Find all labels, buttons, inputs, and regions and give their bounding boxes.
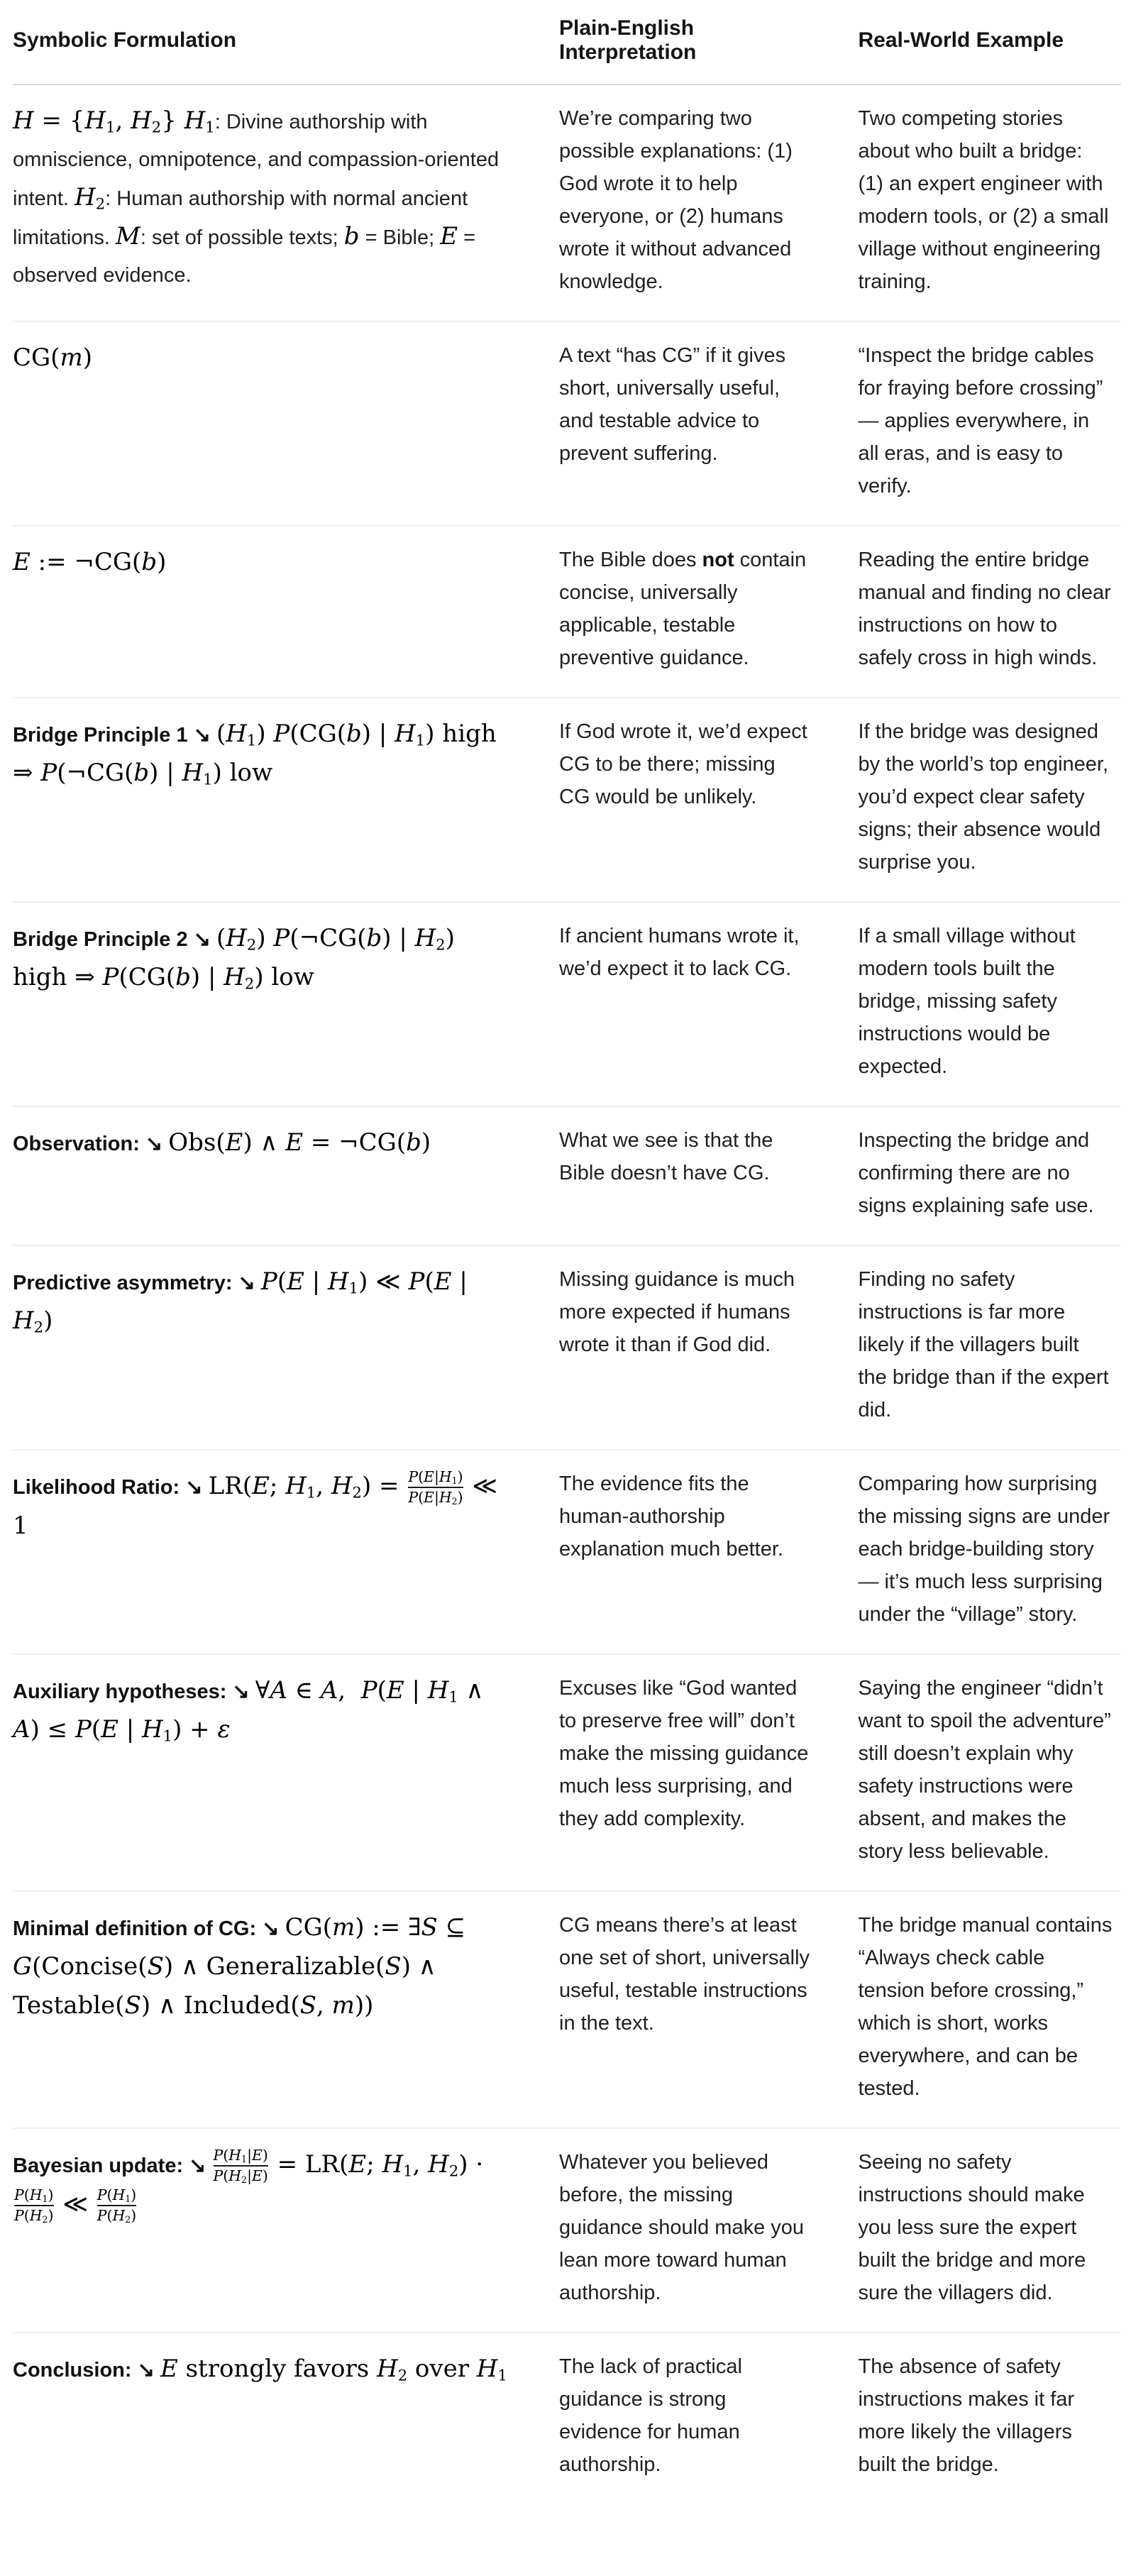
table-row: [13, 1106, 1121, 1245]
plain-english-cell: If ancient humans wrote it, we’d expect it to lack CG.: [549, 902, 844, 1106]
real-world-cell: Seeing no safety instructions should make you less sure the expert built the bridge and more sure the villagers did.: [844, 2128, 1121, 2333]
symbolic-formulation-cell: Minimal definition of CG: ↘ CG(m) := ∃S ⊆ G(Concise(S) ∧ Generalizable(S) ∧ Testable(S) ∧ Included(S, m)): [13, 1891, 549, 2128]
table-header: [13, 0, 1121, 84]
plain-english-cell: What we see is that the Bible doesn’t have CG.: [549, 1106, 844, 1245]
plain-english-cell: The evidence fits the human-authorship explanation much better.: [549, 1450, 844, 1654]
real-world-cell: Reading the entire bridge manual and finding no clear instructions on how to safely cross in high winds.: [844, 526, 1121, 698]
real-world-cell: If the bridge was designed by the world’s top engineer, you’d expect clear safety signs; their absence would surprise you.: [844, 698, 1121, 902]
plain-english-cell: Excuses like “God wanted to preserve free will” don’t make the missing guidance much less surprising, and they add complexity.: [549, 1654, 844, 1891]
symbolic-formulation-cell: Bridge Principle 2 ↘ $(H_2)$ P(¬CG(b) | $H_2$) high ⇒ P(CG(b) | $H_2$) low: [13, 902, 549, 1106]
symbolic-formulation-cell: Likelihood Ratio: ↘ LR(E; $H_1$, $H_2$) = $\frac{P(E|H_1)}{P(E|H_2)}$ ≪ 1: [13, 1450, 549, 1654]
header-row: [13, 0, 1121, 84]
plain-english-cell: Missing guidance is much more expected if humans wrote it than if God did.: [549, 1245, 844, 1450]
column-header-symbolic-formulation: Symbolic Formulation: [13, 0, 549, 84]
symbolic-formulation-cell: Conclusion: ↘ E strongly favors $H_2$ over $H_1$: [13, 2355, 507, 2384]
real-world-cell: Saying the engineer “didn’t want to spoil the adventure” still doesn’t explain why safety instructions were absent, and makes the story less believable.: [844, 1654, 1121, 1891]
symbolic-formulation-cell: Bayesian update: ↘ $\frac{P(H_1|E)}{P(H_2|E)}$ = LR(E; $H_1$, $H_2$) · $\frac{P(H_1)}{P(H_2)}$ ≪ $\frac{P(H_1)}{P(H_2)}$: [13, 2128, 549, 2333]
table-row: [13, 321, 1121, 526]
real-world-cell: If a small village without modern tools built the bridge, missing safety instructions would be expected.: [844, 902, 1121, 1106]
symbolic-formulation-cell: Auxiliary hypotheses: ↘ ∀A ∈ A, P(E | $H_1$ ∧ A) ≤ P(E | $H_1) + \varepsilon$: [13, 1654, 549, 1891]
table-body: [13, 84, 1121, 2504]
real-world-cell: The bridge manual contains “Always check cable tension before crossing,” which is short, works everywhere, and can be tested.: [844, 1891, 1121, 2128]
symbolic-formulation-cell: E := ¬CG(b): [13, 526, 549, 698]
plain-english-cell: If God wrote it, we’d expect CG to be there; missing CG would be unlikely.: [549, 698, 844, 902]
plain-english-cell: CG means there’s at least one set of short, universally useful, testable instructions in the text.: [549, 1891, 844, 2128]
table-row: [13, 526, 1121, 698]
column-header-real-world-example: Real-World Example: [844, 0, 1121, 84]
symbolic-formulation-cell: Predictive asymmetry: ↘ P(E | $H_1$) ≪ P(E | $H_2$): [13, 1245, 549, 1450]
symbolic-formulation-cell: $H = \{H_1$, $H_2$} $H_1$: Divine authorship with omniscience, omnipotence, and compassion-oriented intent. $H_2$: Human authorship with normal ancient limitations. M: set of possible texts; b = Bible; E = observed evidence.: [13, 84, 549, 321]
table-row: [13, 1654, 1121, 1891]
plain-english-cell: We’re comparing two possible explanations: (1) God wrote it to help everyone, or (2) humans wrote it without advanced knowledge.: [549, 84, 844, 321]
symbolic-formulation-cell: CG(m): [13, 321, 549, 526]
symbolic-formulation-cell: Bridge Principle 1 ↘ $(H_1)$ P(CG(b) | $H_1$) high ⇒ P(¬CG(b) | $H_1$) low: [13, 698, 549, 902]
plain-english-cell: Whatever you believed before, the missing guidance should make you lean more toward human authorship.: [549, 2128, 844, 2333]
table-row: [13, 1245, 1121, 1450]
table-row: [13, 84, 1121, 321]
comparison-table: [13, 0, 1121, 2504]
table-row: [13, 902, 1121, 1106]
table-row: [13, 1891, 1121, 2128]
plain-english-cell: The Bible does not contain concise, universally applicable, testable preventive guidance.: [549, 526, 844, 698]
real-world-cell: The absence of safety instructions makes it far more likely the villagers built the bridge.: [858, 2355, 1075, 2476]
column-header-plain-english-interpretation: Plain-English Interpretation: [549, 0, 844, 84]
table-row: [13, 2128, 1121, 2333]
table-row: [13, 698, 1121, 902]
plain-english-cell: A text “has CG” if it gives short, universally useful, and testable advice to prevent suffering.: [549, 321, 844, 526]
real-world-cell: Two competing stories about who built a bridge: (1) an expert engineer with modern tools, or (2) a small village without engineering training.: [844, 84, 1121, 321]
table-row: [13, 1450, 1121, 1654]
plain-english-cell: The lack of practical guidance is strong evidence for human authorship.: [559, 2355, 742, 2476]
table-row: [13, 2333, 1121, 2504]
real-world-cell: “Inspect the bridge cables for fraying before crossing” — applies everywhere, in all eras, and is easy to verify.: [844, 321, 1121, 526]
real-world-cell: Finding no safety instructions is far more likely if the villagers built the bridge than if the expert did.: [844, 1245, 1121, 1450]
symbolic-formulation-cell: Observation: ↘ Obs(E) ∧ E = ¬CG(b): [13, 1106, 549, 1245]
real-world-cell: Comparing how surprising the missing signs are under each bridge-building story — it’s much less surprising under the “village” story.: [844, 1450, 1121, 1654]
real-world-cell: Inspecting the bridge and confirming there are no signs explaining safe use.: [844, 1106, 1121, 1245]
